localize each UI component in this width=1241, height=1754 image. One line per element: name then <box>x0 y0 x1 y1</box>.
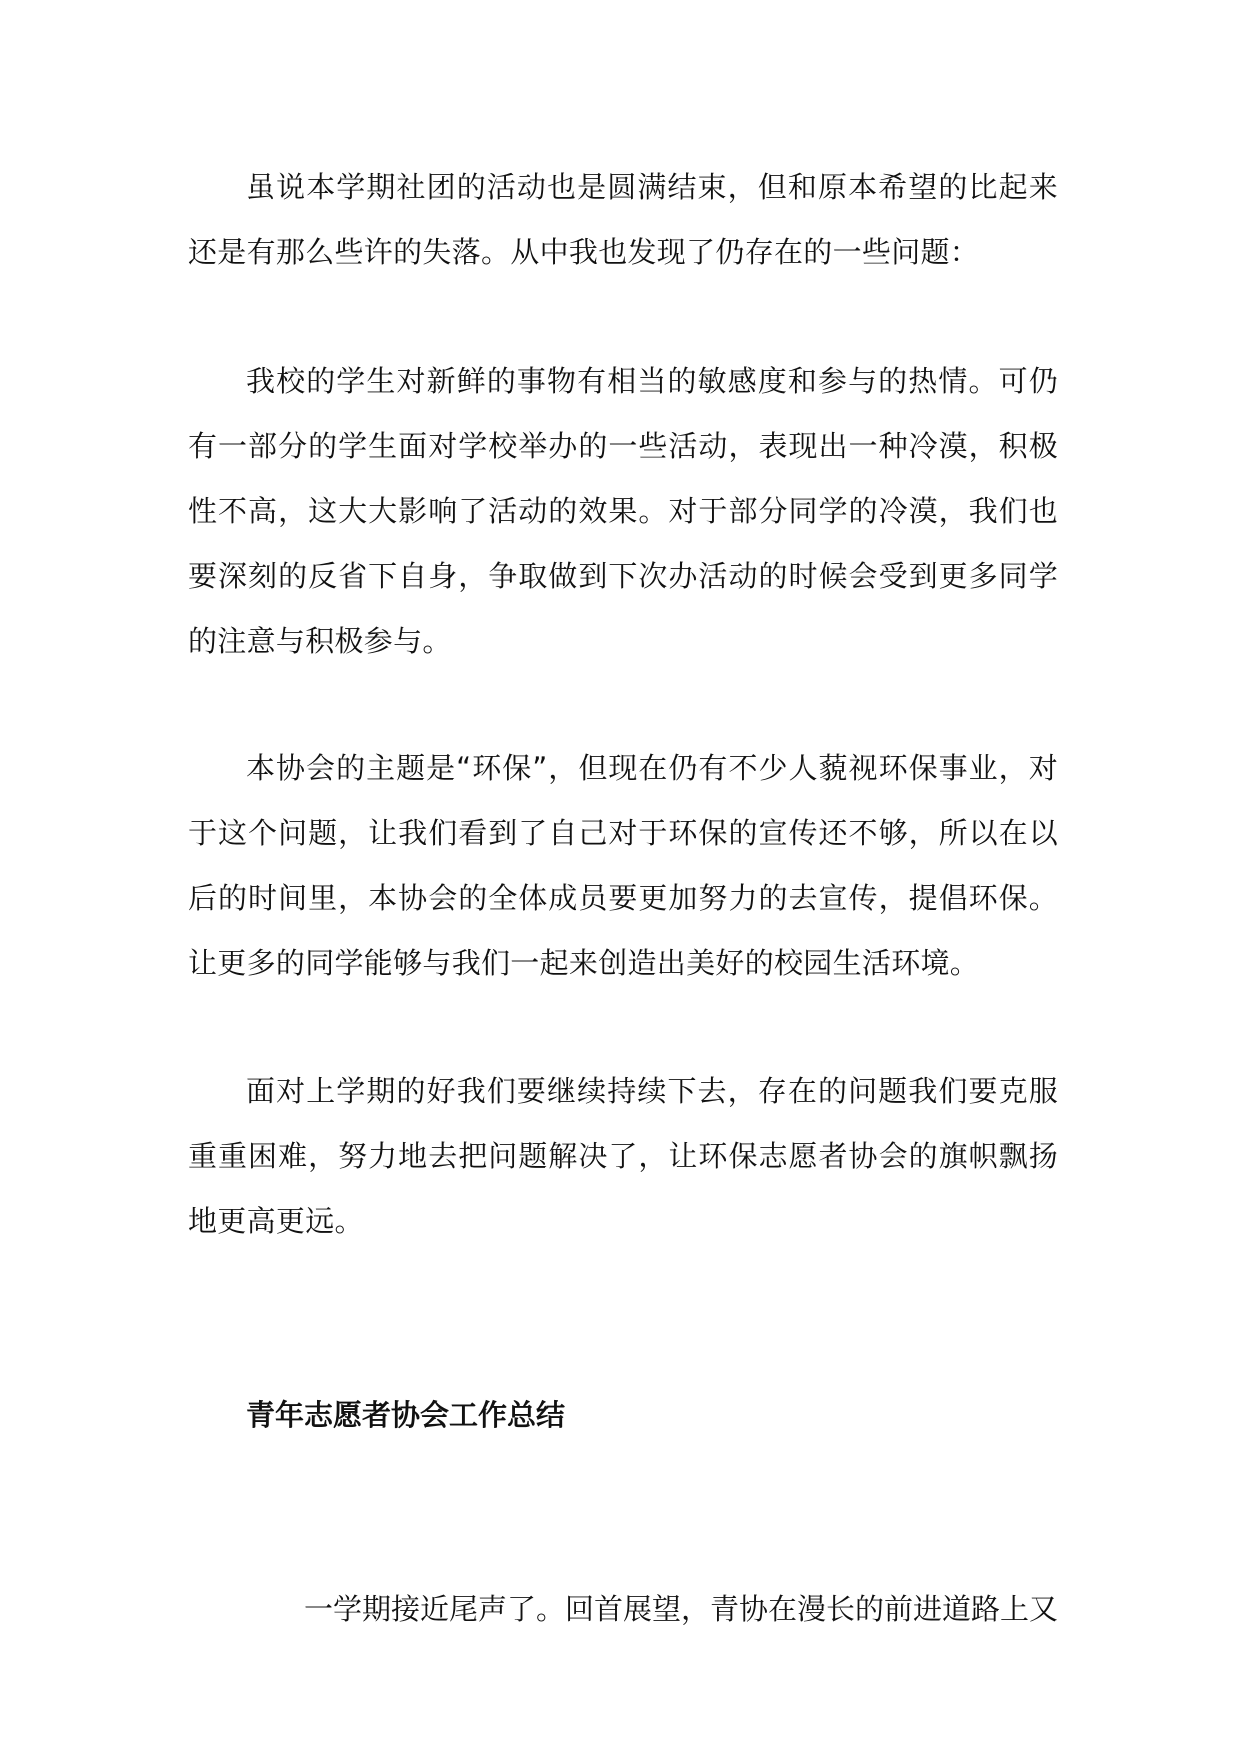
paragraph-student-participation: 我校的学生对新鲜的事物有相当的敏感度和参与的热情。可仍有一部分的学生面对学校举办的一些活动，表现出一种冷漠，积极性不高，这大大影响了活动的效果。对于部分同学的冷漠，我们也要深刻的反省下自身，争取做到下次办活动的时候会受到更多同学的注意与积极参与。 <box>188 364 1058 658</box>
paragraph-summary-intro: 虽说本学期社团的活动也是圆满结束，但和原本希望的比起来还是有那么些许的失落。从中我也发现了仍存在的一些问题： <box>188 170 1058 269</box>
paragraph-conclusion: 面对上学期的好我们要继续持续下去，存在的问题我们要克服重重困难，努力地去把问题解决了，让环保志愿者协会的旗帜飘扬地更高更远。 <box>188 1074 1058 1238</box>
section-heading: 青年志愿者协会工作总结 <box>246 1398 566 1432</box>
paragraph-closing: 一学期接近尾声了。回首展望，青协在漫长的前进道路上又 <box>304 1592 1058 1626</box>
paragraph-environment-theme: 本协会的主题是“环保”，但现在仍有不少人藐视环保事业，对于这个问题，让我们看到了自己对于环保的宣传还不够，所以在以后的时间里，本协会的全体成员要更加努力的去宣传，提倡环保。让更多的同学能够与我们一起来创造出美好的校园生活环境。 <box>188 751 1058 980</box>
